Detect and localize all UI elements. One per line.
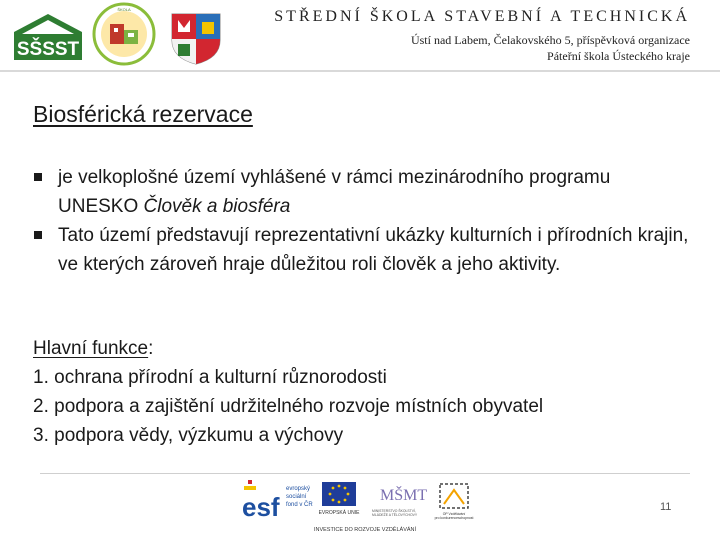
svg-text:pro konkurenceschopnost: pro konkurenceschopnost (434, 516, 474, 520)
function-item: 3. podpora vědy, výzkumu a výchovy (33, 425, 344, 446)
regional-coat-of-arms (168, 10, 224, 66)
bullet-list (33, 163, 693, 279)
eu-flag-logo (319, 482, 361, 516)
svg-text:EVROPSKÁ UNIE: EVROPSKÁ UNIE (318, 510, 360, 516)
svg-text:MLÁDEŽE A TĚLOVÝCHOVY: MLÁDEŽE A TĚLOVÝCHOVY (372, 513, 418, 517)
school-emblem-logo (92, 2, 156, 66)
svg-text:sociální: sociální (286, 494, 307, 500)
bullet-text: je velkoplošné území vyhlášené v rámci mezinárodního programu UNESKO (58, 167, 611, 217)
msmt-logo (372, 485, 427, 517)
esf-logo (242, 480, 313, 522)
svg-text:esf: esf (242, 492, 280, 522)
footer-divider (40, 473, 690, 474)
square-bullet-icon (33, 231, 43, 241)
school-motto: Páteřní škola Ústeckého kraje (547, 49, 690, 63)
header-divider (0, 70, 720, 72)
op-vk-logo (435, 484, 474, 520)
bullet-text: Tato území představují reprezentativní ukázky kulturních i přírodních krajin, ve kterých zároveň hraje důležitou roli člověk a jeho aktivity. (58, 225, 689, 275)
slide-title: Biosférická rezervace (33, 101, 253, 127)
school-name: STŘEDNÍ ŠKOLA STAVEBNÍ A TECHNICKÁ (274, 8, 690, 25)
functions-section (33, 334, 543, 450)
svg-text:OP Vzdělávání: OP Vzdělávání (442, 512, 466, 516)
school-address: Ústí nad Labem, Čelakovského 5, příspěvková organizace (410, 33, 690, 47)
function-item: 1. ochrana přírodní a kulturní různorodosti (33, 367, 387, 388)
svg-text:evropský: evropský (286, 486, 311, 492)
svg-text:fond v ČR: fond v ČR (286, 502, 313, 508)
page-number: 11 (660, 501, 672, 513)
svg-text:MINISTERSTVO ŠKOLSTVÍ,: MINISTERSTVO ŠKOLSTVÍ, (372, 509, 416, 513)
svg-text:ŠKOLA: ŠKOLA (117, 7, 131, 12)
slide-header (0, 0, 720, 72)
square-bullet-icon (33, 173, 43, 183)
funding-logos-strip (240, 478, 490, 534)
functions-heading: Hlavní funkce: (33, 338, 154, 359)
ssst-logo (8, 8, 88, 64)
svg-text:MŠMT: MŠMT (380, 487, 428, 504)
investment-slogan: INVESTICE DO ROZVOJE VZDĚLÁVÁNÍ (313, 527, 417, 533)
svg-text:SŠSST: SŠSST (16, 39, 80, 60)
bullet-item (33, 163, 693, 221)
function-item: 2. podpora a zajištění udržitelného rozvoje místních obyvatel (33, 396, 544, 417)
bullet-item (33, 221, 693, 279)
bullet-italic-text: Člověk a biosféra (143, 196, 291, 217)
